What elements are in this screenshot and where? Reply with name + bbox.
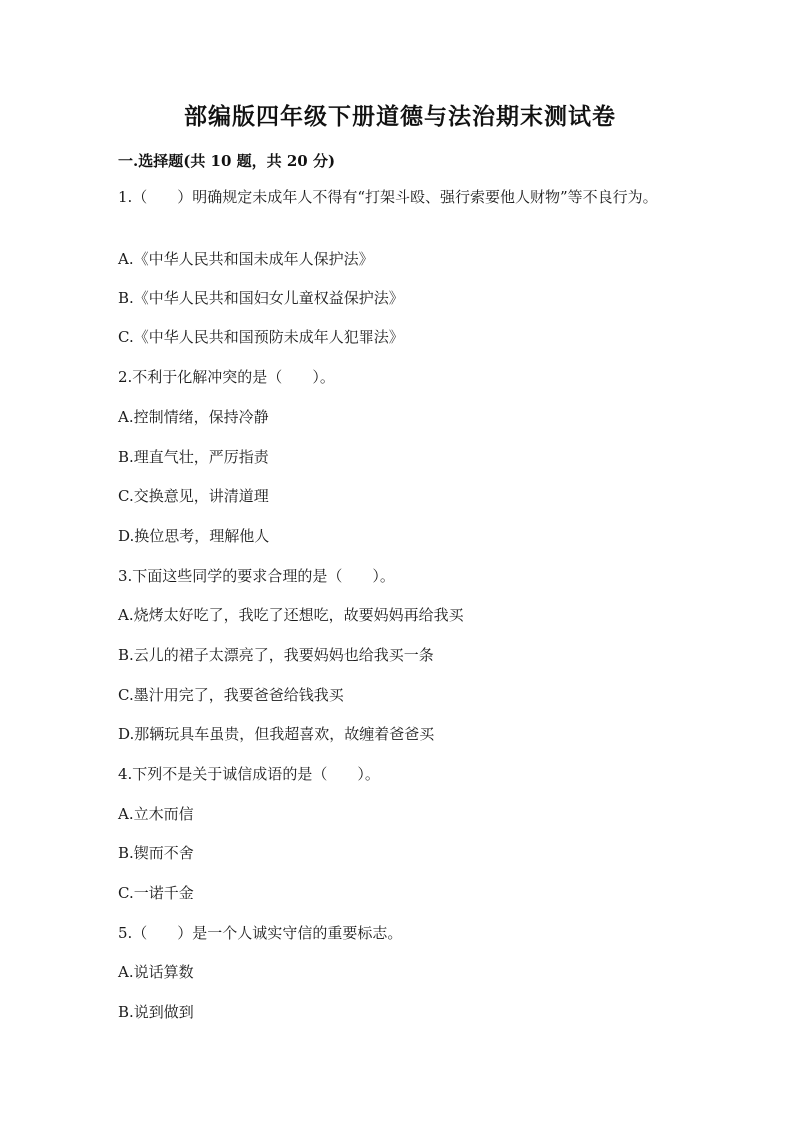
question-2-option-c: C.交换意见，讲清道理 (118, 487, 269, 505)
question-1-option-b: B.《中华人民共和国妇女儿童权益保护法》 (118, 289, 404, 307)
question-3-stem: 3.下面这些同学的要求合理的是（ ）。 (118, 567, 395, 585)
question-5-option-b: B.说到做到 (118, 1003, 194, 1021)
question-3-option-b: B.云儿的裙子太漂亮了，我要妈妈也给我买一条 (118, 646, 434, 664)
question-3-option-c: C.墨汁用完了，我要爸爸给钱我买 (118, 686, 344, 704)
question-2-option-d: D.换位思考，理解他人 (118, 527, 270, 545)
question-4-stem: 4.下列不是关于诚信成语的是（ ）。 (118, 765, 380, 783)
question-1-stem: 1.（ ）明确规定未成年人不得有“打架斗殴、强行索要他人财物”等不良行为。 (118, 188, 658, 206)
question-3-option-a: A.烧烤太好吃了，我吃了还想吃，故要妈妈再给我买 (118, 606, 464, 624)
question-5-stem: 5.（ ）是一个人诚实守信的重要标志。 (118, 924, 403, 942)
question-4-option-c: C.一诺千金 (118, 884, 194, 902)
question-2-option-a: A.控制情绪，保持冷静 (118, 408, 269, 426)
section-heading: 一.选择题(共 10 题，共 20 分) (118, 152, 336, 170)
question-4-option-b: B.锲而不舍 (118, 844, 194, 862)
question-4-option-a: A.立木而信 (118, 805, 194, 823)
question-3-option-d: D.那辆玩具车虽贵，但我超喜欢，故缠着爸爸买 (118, 725, 435, 743)
question-2-stem: 2.不利于化解冲突的是（ ）。 (118, 368, 335, 386)
question-1-option-c: C.《中华人民共和国预防未成年人犯罪法》 (118, 328, 404, 346)
question-1-option-a: A.《中华人民共和国未成年人保护法》 (118, 250, 374, 268)
question-2-option-b: B.理直气壮，严厉指责 (118, 448, 269, 466)
page-title: 部编版四年级下册道德与法治期末测试卷 (184, 103, 616, 130)
question-5-option-a: A.说话算数 (118, 963, 194, 981)
